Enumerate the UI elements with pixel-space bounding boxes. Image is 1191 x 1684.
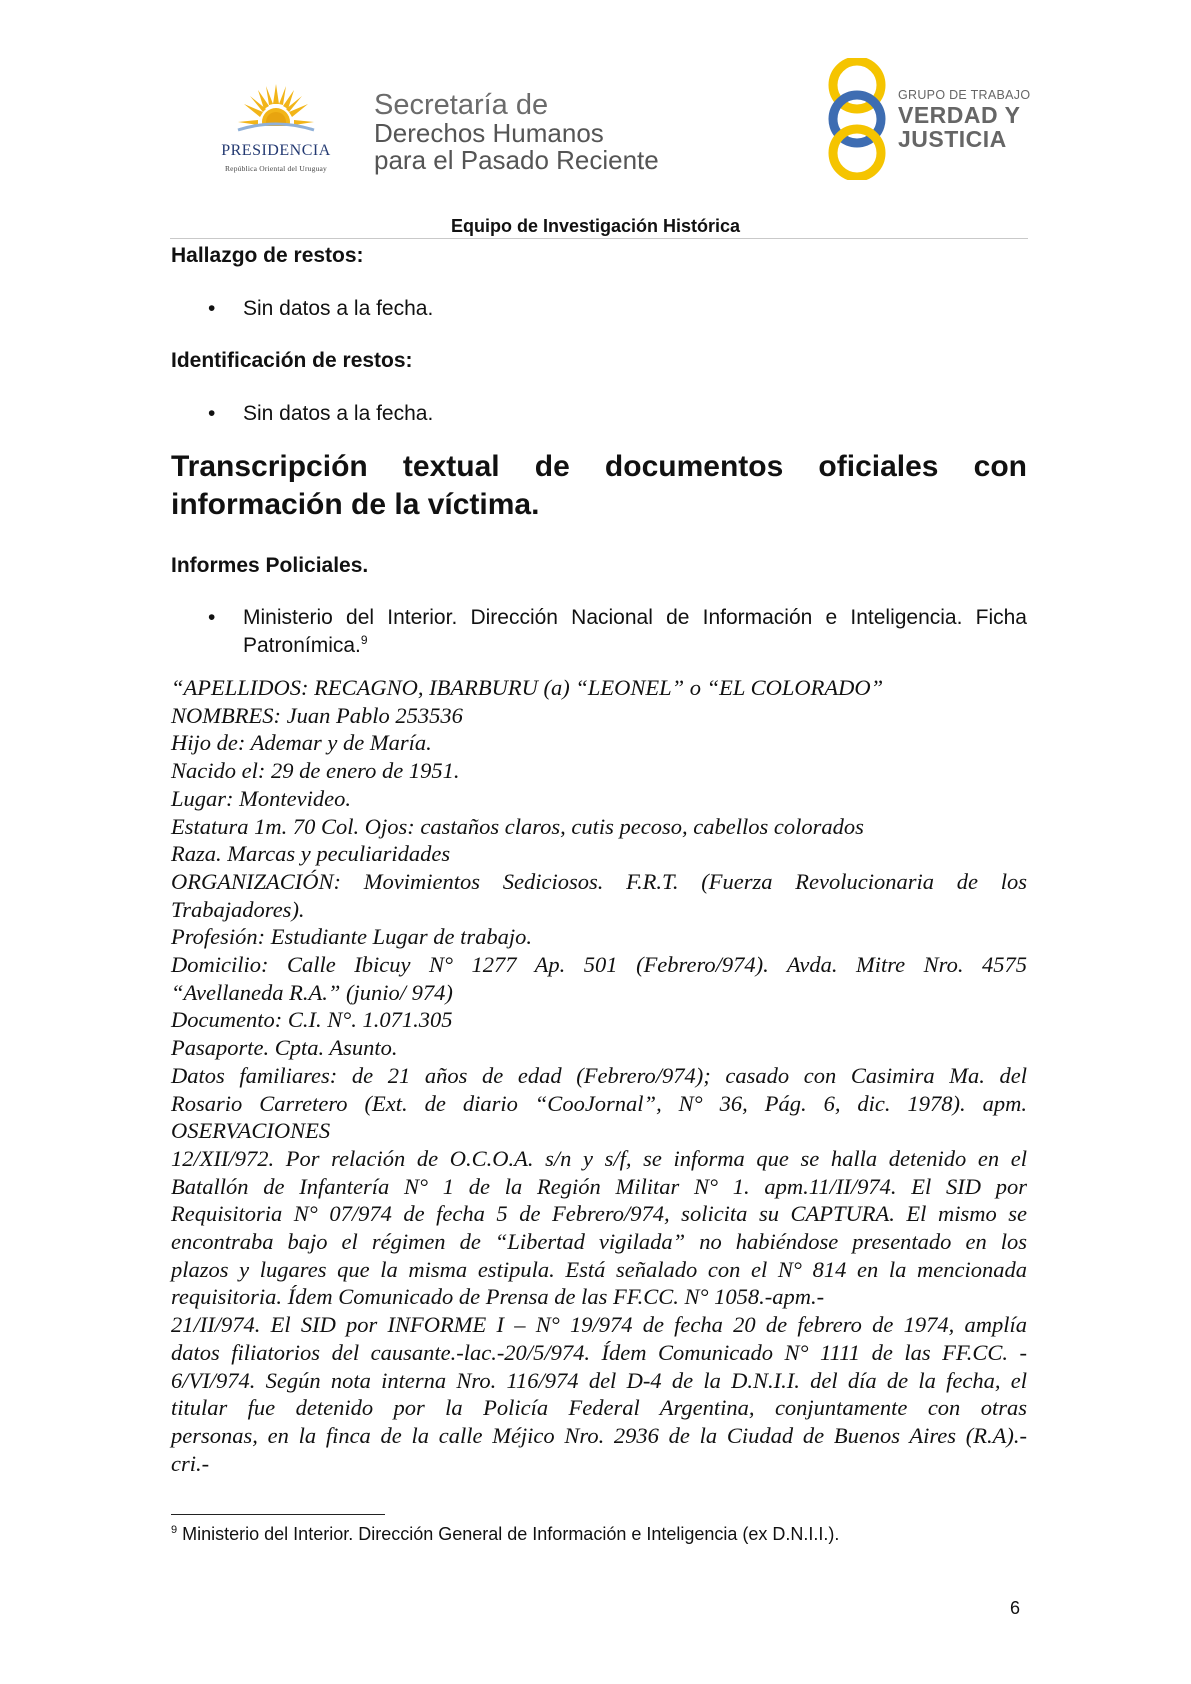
transcript-line: Rosario Carretero (Ext. de diario “CooJornal”, N° 36, Pág. 6, dic. 1978). apm. xyxy=(171,1090,1027,1116)
transcript-line: requisitoria. Ídem Comunicado de Prensa de las FF.CC. N° 1058.-apm.- xyxy=(171,1284,825,1310)
transcript-line: Documento: C.I. N°. 1.071.305 xyxy=(171,1007,453,1033)
transcript-line: Trabajadores). xyxy=(171,896,305,922)
transcript-line: 12/XII/972. Por relación de O.C.O.A. s/n y s/f, se informa que se halla detenido en el xyxy=(171,1145,1027,1171)
secretaria-line-1: Secretaría de xyxy=(374,89,549,121)
transcript-line: 21/II/974. El SID por INFORME I – N° 19/974 de fecha 20 de febrero de 1974, amplía xyxy=(171,1312,1027,1338)
transcript-line: titular fue detenido por la Policía Federal Argentina, conjuntamente con otras xyxy=(171,1395,1027,1421)
page-number: 6 xyxy=(1010,1598,1021,1618)
bullet-dot-icon: • xyxy=(208,297,216,320)
identificacion-heading: Identificación de restos: xyxy=(171,349,413,372)
sun-emblem-icon xyxy=(236,82,316,136)
justicia-label: JUSTICIA xyxy=(898,126,1007,152)
secretaria-line-2: Derechos Humanos xyxy=(374,118,604,148)
main-section-title: Transcripción textual de documentos oficiales con información de la víctima. xyxy=(171,450,1027,521)
footnote-reference[interactable]: 9 xyxy=(360,633,368,647)
informes-item-text: Ministerio del Interior. Dirección Nacional de Información e Inteligencia. Ficha Patronímica. xyxy=(243,606,1027,657)
footnote xyxy=(171,1524,839,1545)
presidencia-logo xyxy=(196,82,356,182)
transcript-line: Pasaporte. Cpta. Asunto. xyxy=(171,1035,398,1061)
verdad-label: VERDAD Y xyxy=(898,102,1021,128)
transcript-line: Profesión: Estudiante Lugar de trabajo. xyxy=(171,924,533,950)
transcript-line: datos filiatorios del causante.-lac.-20/5/974. Ídem Comunicado N° 1111 de las FF.CC. - xyxy=(171,1339,1027,1365)
transcript-line: “Avellaneda R.A.” (junio/ 974) xyxy=(171,979,453,1005)
bullet-dot-icon: • xyxy=(208,606,216,629)
hallazgo-heading: Hallazgo de restos: xyxy=(171,244,364,267)
transcript-line: cri.- xyxy=(171,1450,210,1476)
footnote-number: 9 xyxy=(171,1524,178,1536)
transcript-line: Requisitoria N° 07/974 de fecha 5 de Febrero/974, solicita su CAPTURA. El mismo se xyxy=(171,1201,1027,1227)
verdad-justicia-logo xyxy=(822,58,1032,180)
informes-heading: Informes Policiales. xyxy=(171,554,369,577)
interlocking-rings-logo-icon xyxy=(822,58,892,180)
transcript-line: plazos y lugares que la misma estipula. Está señalado con el N° 814 en la mencionada xyxy=(171,1256,1027,1282)
secretaria-title xyxy=(374,90,714,174)
footnote-divider xyxy=(171,1514,385,1515)
transcript-line: ORGANIZACIÓN: Movimientos Sediciosos. F.R.T. (Fuerza Revolucionaria de los xyxy=(171,868,1027,894)
presidencia-subtitle: República Oriental del Uruguay xyxy=(224,164,327,173)
transcript-line: Batallón de Infantería N° 1 de la Región Militar N° 1. apm.11/II/974. El SID por xyxy=(171,1173,1027,1199)
footnote-text: Ministerio del Interior. Dirección General de Información e Inteligencia (ex D.N.I.I.). xyxy=(182,1524,840,1544)
header-divider xyxy=(170,238,1028,239)
transcript-line: Nacido el: 29 de enero de 1951. xyxy=(171,758,460,784)
identificacion-item: Sin datos a la fecha. xyxy=(243,402,434,425)
secretaria-line-3: para el Pasado Reciente xyxy=(374,145,659,175)
transcript-line: Domicilio: Calle Ibicuy N° 1277 Ap. 501 (Febrero/974). Avda. Mitre Nro. 4575 xyxy=(171,952,1027,978)
team-heading: Equipo de Investigación Histórica xyxy=(450,216,741,236)
informes-item xyxy=(243,604,1027,660)
transcript-line: Raza. Marcas y peculiaridades xyxy=(171,841,451,867)
transcript-line: Lugar: Montevideo. xyxy=(171,785,351,811)
transcript-line: 6/VI/974. Según nota interna Nro. 116/974 del D-4 de la D.N.I.I. del día de la fecha, el xyxy=(171,1367,1027,1393)
bullet-dot-icon: • xyxy=(208,402,216,425)
transcript-line: “APELLIDOS: RECAGNO, IBARBURU (a) “LEONEL” o “EL COLORADO” xyxy=(171,675,884,700)
presidencia-name: PRESIDENCIA xyxy=(221,142,331,159)
transcript-block xyxy=(171,674,1027,1477)
transcript-line: Datos familiares: de 21 años de edad (Febrero/974); casado con Casimira Ma. del xyxy=(171,1062,1027,1088)
transcript-line: personas, en la finca de la calle Méjico Nro. 2936 de la Ciudad de Buenos Aires (R.A).- xyxy=(171,1422,1027,1448)
transcript-line: encontraba bajo el régimen de “Libertad vigilada” no habiéndose presentado en los xyxy=(171,1229,1027,1255)
transcript-line: OSERVACIONES xyxy=(171,1118,331,1144)
transcript-line: NOMBRES: Juan Pablo 253536 xyxy=(171,702,463,728)
grupo-trabajo-label: GRUPO DE TRABAJO xyxy=(898,88,1031,102)
hallazgo-item: Sin datos a la fecha. xyxy=(243,297,434,320)
transcript-line: Estatura 1m. 70 Col. Ojos: castaños claros, cutis pecoso, cabellos colorados xyxy=(171,813,864,839)
transcript-line: Hijo de: Ademar y de María. xyxy=(171,730,432,756)
